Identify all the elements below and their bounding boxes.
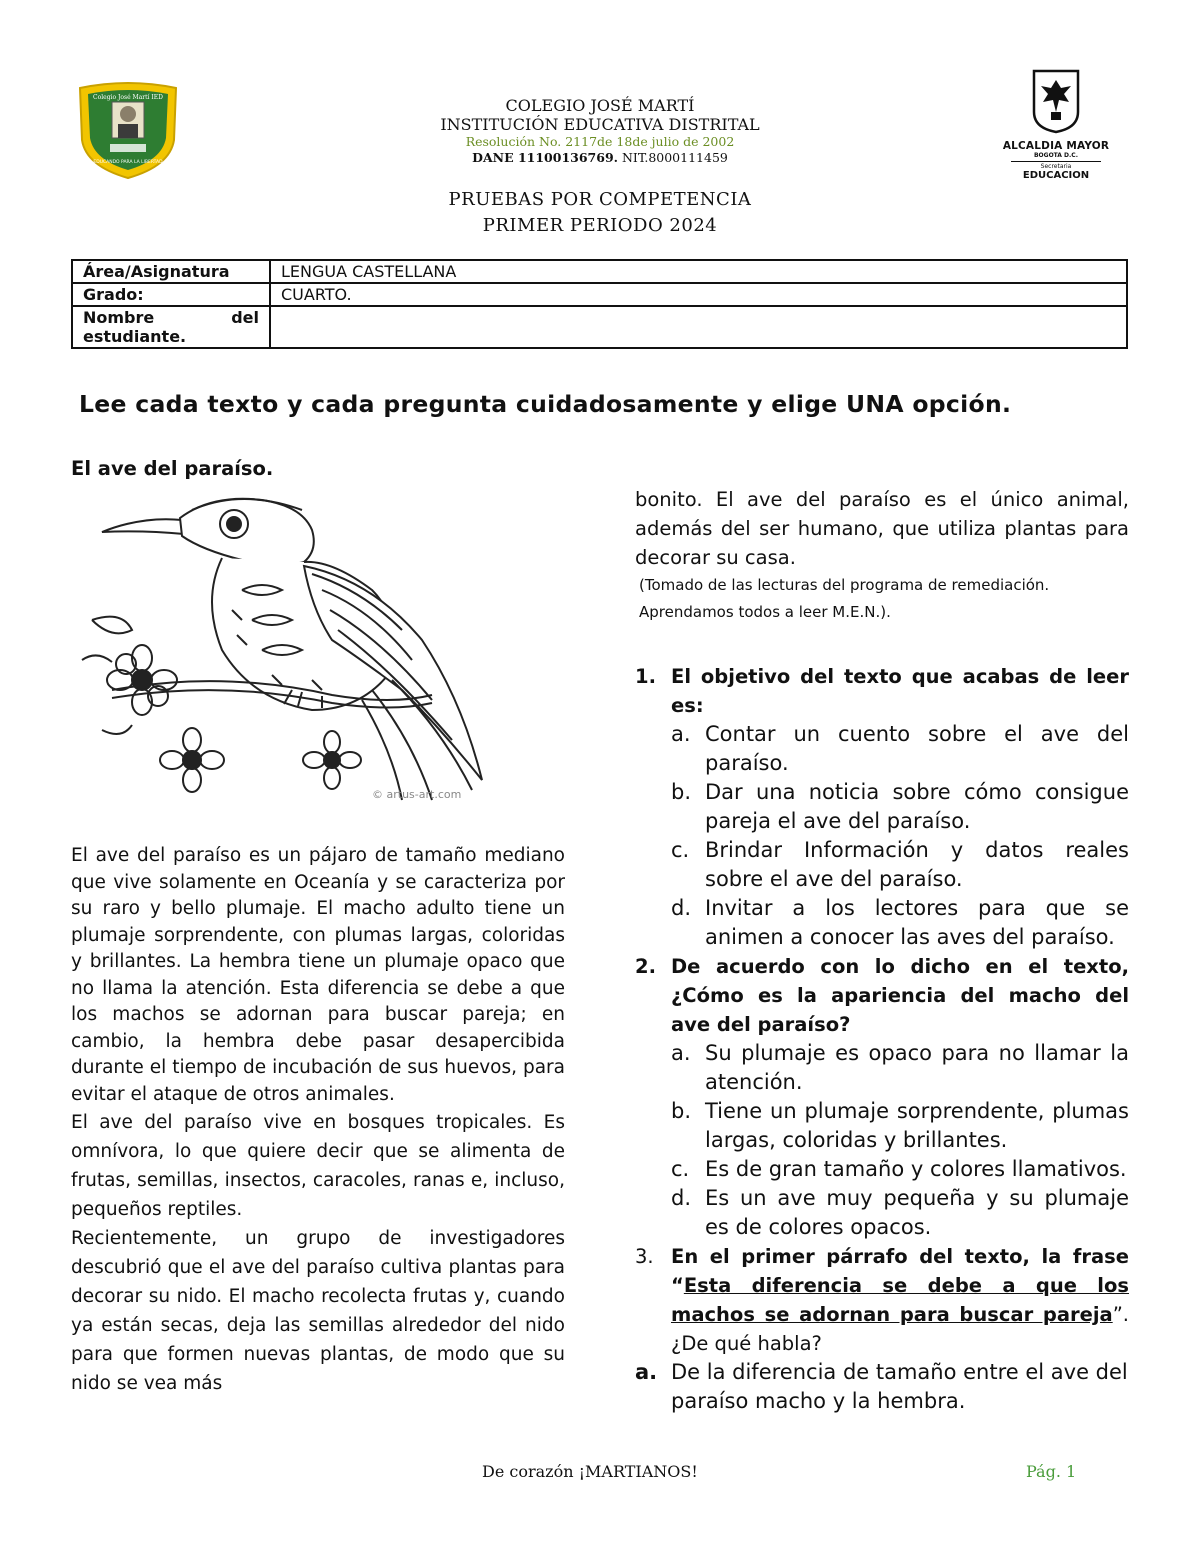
test-title: PRUEBAS POR COMPETENCIA	[448, 189, 752, 210]
crest-motto: EDUCANDO PARA LA LIBERTAD	[93, 160, 163, 165]
question-3-quote: Esta diferencia se debe a que los machos se adornan para buscar pareja	[671, 1274, 1129, 1326]
reading-paragraph-3: Recientemente, un grupo de investigadores descubrió que el ave del paraíso cultiva plantas para decorar su nido. El macho recolecta frutas y, cuando ya están secas, deja las semillas alrededor del nido para que formen nuevas plantas, de modo que su nido se vea más	[71, 1228, 565, 1394]
reading-continuation: bonito. El ave del paraíso es el único animal, además del ser humano, que utiliza plantas para decorar su casa.	[635, 488, 1129, 569]
question-1-option-c[interactable]: c. Brindar Información y datos reales sobre el ave del paraíso.	[671, 838, 1129, 891]
alcaldia-city: BOGOTA D.C.	[1033, 152, 1078, 159]
grade-value: CUARTO.	[270, 283, 1127, 306]
crest-text: Colegio José Martí IED	[93, 94, 163, 101]
question-2-option-b[interactable]: b. Tiene un plumaje sorprendente, plumas largas, coloridas y brillantes.	[671, 1099, 1129, 1152]
page-number: Pág. 1	[1026, 1462, 1077, 1481]
question-2-text: De acuerdo con lo dicho en el texto, ¿Cómo es la apariencia del macho del ave del paraíso?	[671, 955, 1129, 1036]
bogota-shield-icon	[1031, 68, 1081, 134]
alcaldia-name: ALCALDIA MAYOR	[1002, 140, 1110, 152]
grade-label: Grado:	[72, 283, 270, 306]
image-credit: © artus-art.com	[372, 788, 462, 801]
reading-paragraph-1: El ave del paraíso es un pájaro de tamaño mediano que vive solamente en Oceanía y se caracteriza por su raro y bello plumaje. El macho adulto tiene un plumaje sorprendente, con plumas largas, coloridas y brillantes. La hembra tiene un plumaje opaco que no llama la atención. Esta diferencia se debe a que los machos se adornan para buscar pareja; en cambio, la hembra debe pasar desapercibida durante el tiempo de incubación de sus huevos, para evitar el ataque de otros animales.	[71, 845, 565, 1105]
student-info-table	[71, 259, 1128, 349]
nit-label: NIT.8000111459	[618, 150, 728, 165]
school-header	[320, 96, 880, 166]
question-1: 1. El objetivo del texto que acabas de leer es:	[635, 662, 1129, 720]
right-column	[635, 485, 1129, 1416]
question-3-text: En el primer párrafo del texto, la frase “Esta diferencia se debe a que los machos se adornan para buscar pareja”. ¿De qué habla?	[671, 1245, 1129, 1355]
area-label: Área/Asignatura	[72, 260, 270, 283]
reading-text-left	[71, 843, 565, 1398]
educacion-label: EDUCACION	[1022, 170, 1090, 181]
alcaldia-logo	[996, 68, 1116, 196]
dane-label: DANE 11100136769.	[472, 150, 618, 165]
question-1-text: El objetivo del texto que acabas de leer es:	[671, 665, 1129, 717]
question-1-option-a[interactable]: a. Contar un cuento sobre el ave del paraíso.	[671, 722, 1129, 775]
reading-title: El ave del paraíso.	[71, 457, 274, 480]
question-2-option-d[interactable]: d. Es un ave muy pequeña y su plumaje es de colores opacos.	[671, 1186, 1129, 1239]
institution-name: INSTITUCIÓN EDUCATIVA DISTRITAL	[440, 115, 760, 134]
reading-source: (Tomado de las lecturas del programa de remediación. Aprendamos todos a leer M.E.N.).	[639, 576, 1050, 621]
secretaria-label: Secretaria	[1040, 163, 1072, 170]
school-crest-logo	[74, 80, 182, 180]
instruction-text: Lee cada texto y cada pregunta cuidadosamente y elige UNA opción.	[79, 390, 1012, 418]
test-period: PRIMER PERIODO 2024	[482, 215, 718, 236]
test-title-block	[320, 187, 880, 239]
question-3-option-a[interactable]: a. De la diferencia de tamaño entre el ave del paraíso macho y la hembra.	[635, 1360, 1128, 1413]
question-3: 3. En el primer párrafo del texto, la frase “Esta diferencia se debe a que los machos se adornan para buscar pareja”. ¿De qué habla?	[635, 1242, 1129, 1358]
student-name-field[interactable]	[270, 306, 1127, 348]
bird-of-paradise-illustration	[72, 490, 524, 804]
question-2-option-c[interactable]: c. Es de gran tamaño y colores llamativos.	[671, 1157, 1127, 1181]
dane-nit	[320, 150, 880, 166]
question-2: 2. De acuerdo con lo dicho en el texto, ¿Cómo es la apariencia del macho del ave del paraíso?	[635, 952, 1129, 1039]
resolution-text: Resolución No. 2117de 18de julio de 2002	[465, 134, 735, 149]
area-value: LENGUA CASTELLANA	[270, 260, 1127, 283]
question-1-option-d[interactable]: d. Invitar a los lectores para que se animen a conocer las aves del paraíso.	[671, 896, 1129, 949]
student-name-label: Nombre del estudiante.	[72, 306, 270, 348]
school-name: COLEGIO JOSÉ MARTÍ	[505, 96, 695, 115]
question-2-option-a[interactable]: a. Su plumaje es opaco para no llamar la atención.	[671, 1041, 1129, 1094]
reading-paragraph-2: El ave del paraíso vive en bosques tropicales. Es omnívora, lo que quiere decir que se alimenta de frutas, semillas, insectos, caracoles, ranas e, incluso, pequeños reptiles.	[71, 1112, 565, 1220]
question-1-option-b[interactable]: b. Dar una noticia sobre cómo consigue pareja el ave del paraíso.	[671, 780, 1129, 833]
footer-motto: De corazón ¡MARTIANOS!	[482, 1462, 698, 1481]
